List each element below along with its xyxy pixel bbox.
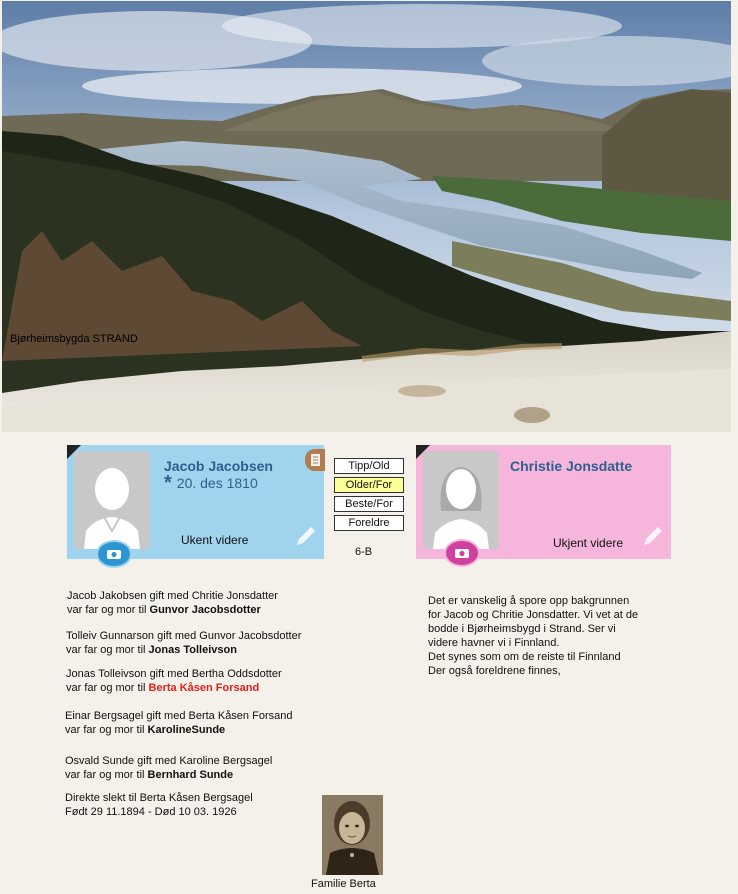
lineage-child: Bernhard Sunde [147, 769, 234, 781]
lineage-child-highlight[interactable]: Berta Kåsen Forsand [148, 682, 260, 694]
lineage-entry [66, 629, 301, 657]
portrait-photo[interactable] [322, 795, 383, 875]
lineage-marriage: Jonas Tolleivson gift med Bertha Oddsdotter [66, 668, 282, 680]
direct-lineage-dates: Født 29 11.1894 - Død 10 03. 1926 [65, 806, 237, 818]
note-line: bodde i Bjørheimsbygd i Strand. Ser vi [428, 623, 616, 635]
note-line: videre havner vi i Finnland. [428, 637, 560, 649]
lineage-marriage: Einar Bergsagel gift med Berta Kåsen Forsand [65, 710, 293, 722]
landscape-photo [2, 1, 731, 432]
card-status: Ukjent videre [553, 536, 624, 550]
camera-icon[interactable] [444, 539, 480, 567]
note-line: Det er vanskelig å spore opp bakgrunnen [428, 595, 630, 607]
male-avatar[interactable] [74, 451, 150, 549]
female-avatar[interactable] [423, 451, 499, 549]
mother-card[interactable] [416, 445, 671, 559]
lineage-child-line [67, 603, 278, 617]
lineage-entry [65, 754, 272, 782]
edit-pencil-icon[interactable] [641, 524, 665, 553]
lineage-entry [65, 709, 292, 737]
birth-star-icon: * [164, 472, 172, 494]
lineage-prefix: var far og mor til [66, 644, 149, 656]
gen-button-older-for[interactable]: Older/For [334, 477, 404, 493]
birth-date [164, 472, 258, 494]
direct-lineage-title: Direkte slekt til Berta Kåsen Bergsagel [65, 792, 253, 804]
gen-button-tipp-old[interactable]: Tipp/Old [334, 458, 404, 474]
person-name[interactable]: Christie Jonsdatte [510, 458, 633, 474]
lineage-entry [66, 667, 282, 695]
gen-button-foreldre[interactable]: Foreldre [334, 515, 404, 531]
book-icon[interactable] [305, 449, 325, 471]
lineage-prefix: var far og mor til [66, 682, 149, 694]
note-line: for Jacob og Chritie Jonsdatter. Vi vet at de [428, 609, 639, 621]
note-line: Der også foreldrene finnes, [428, 665, 561, 677]
lineage-child-line [65, 723, 292, 737]
lineage-marriage: Tolleiv Gunnarson gift med Gunvor Jacobsdotter [66, 630, 302, 642]
card-status: Ukent videre [181, 533, 249, 547]
landscape-caption: Bjørheimsbygda STRAND [10, 333, 138, 345]
lineage-child: Gunvor Jacobsdotter [149, 604, 261, 616]
lineage-child: Jonas Tolleivson [148, 644, 237, 656]
lineage-prefix: var far og mor til [65, 769, 148, 781]
research-note [428, 594, 638, 678]
note-line: Det synes som om de reiste til Finnland [428, 651, 621, 663]
lineage-child-line [65, 768, 272, 782]
lineage-child: KarolineSunde [147, 724, 226, 736]
lineage-entry [67, 589, 278, 617]
lineage-prefix: var far og mor til [65, 724, 148, 736]
person-name[interactable]: Jacob Jacobsen [164, 458, 273, 474]
edit-pencil-icon[interactable] [294, 524, 318, 553]
birth-date-value: 20. des 1810 [176, 475, 258, 491]
lineage-marriage: Osvald Sunde gift med Karoline Bergsagel [65, 755, 273, 767]
lineage-prefix: var far og mor til [67, 604, 150, 616]
lineage-child-line [66, 681, 282, 695]
generation-code: 6-B [355, 546, 373, 558]
gen-button-beste-for[interactable]: Beste/For [334, 496, 404, 512]
lineage-marriage: Jacob Jakobsen gift med Chritie Jonsdatter [67, 590, 278, 602]
direct-lineage [65, 791, 253, 819]
father-card[interactable] [67, 445, 324, 559]
camera-icon[interactable] [96, 540, 132, 568]
portrait-caption: Familie Berta [311, 878, 376, 890]
lineage-child-line [66, 643, 301, 657]
